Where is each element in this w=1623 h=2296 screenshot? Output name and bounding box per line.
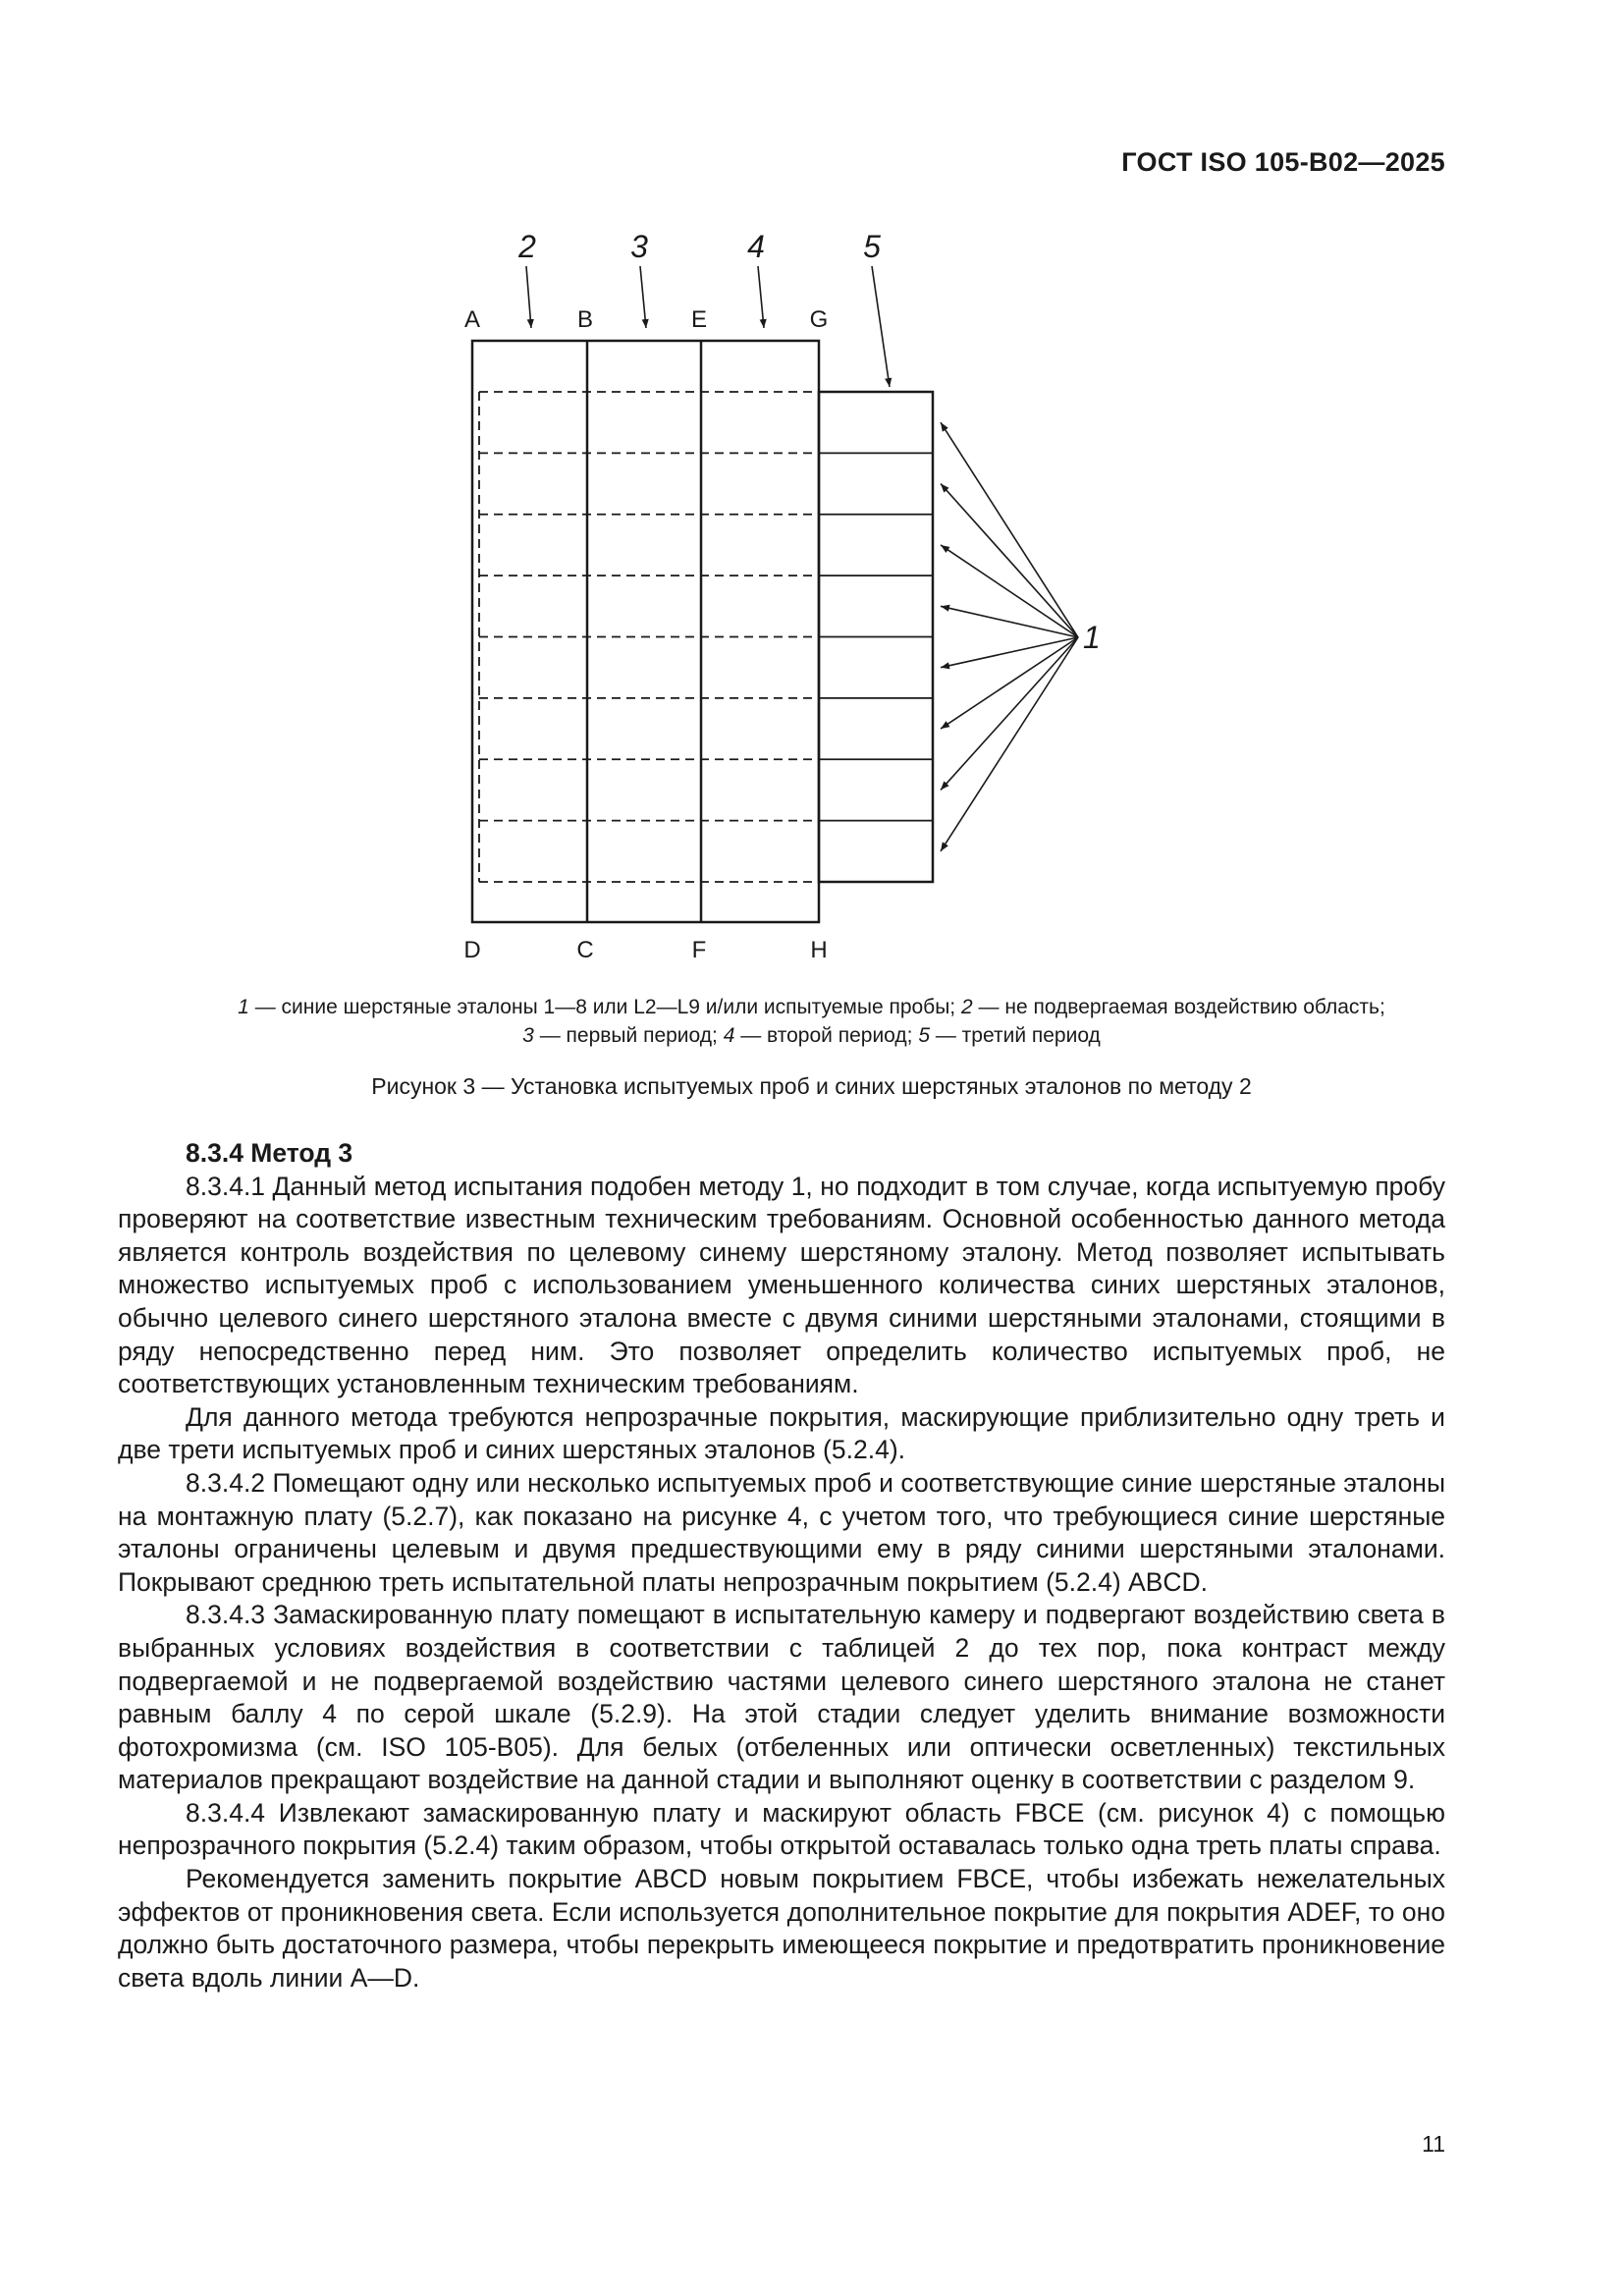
callout-5: 5 bbox=[863, 229, 881, 264]
legend-line-2: 3 — первый период; 4 — второй период; 5 — третий период bbox=[522, 1024, 1101, 1047]
leader-1-arrow bbox=[941, 637, 1078, 668]
leader-1-arrow bbox=[941, 422, 1078, 637]
leader-1-arrow bbox=[941, 606, 1078, 637]
figure-caption: Рисунок 3 — Установка испытуемых проб и синих шерстяных эталонов по методу 2 bbox=[371, 1073, 1252, 1099]
label-h: H bbox=[810, 937, 828, 963]
leaders-1 bbox=[941, 422, 1078, 851]
callout-1: 1 bbox=[1083, 620, 1101, 655]
section-body bbox=[118, 1137, 1445, 1995]
leader-4 bbox=[758, 266, 764, 328]
label-g: G bbox=[809, 306, 829, 333]
paragraph-recommendation: Рекомендуется заменить покрытие ABCD новым покрытием FBCE, чтобы избежать нежелательных эффектов от проникновения света. Если используется дополнительное покрытие для покрытия ADEF, то оно должно быть достаточного размера, чтобы перекрыть имеющееся покрытие и предотвратить проникновение света вдоль линии A—D. bbox=[118, 1864, 1445, 1993]
label-a: A bbox=[463, 306, 481, 333]
paragraph-8-3-4-4: 8.3.4.4 Извлекают замаскированную плату и маскируют область FBCE (см. рисунок 4) с помощью непрозрачного покрытия (5.2.4) таким образом, чтобы открытой оставалась только одна треть платы справа. bbox=[118, 1797, 1445, 1861]
figure-3-diagram bbox=[0, 0, 1623, 982]
callout-3: 3 bbox=[630, 229, 648, 264]
document-header: ГОСТ ISO 105-B02—2025 bbox=[1121, 147, 1445, 177]
section-heading: 8.3.4 Метод 3 bbox=[186, 1138, 353, 1168]
label-e: E bbox=[690, 306, 708, 333]
leader-1-arrow bbox=[941, 637, 1078, 790]
leader-3 bbox=[640, 266, 646, 328]
leader-1-arrow bbox=[941, 484, 1078, 637]
sample-strips bbox=[479, 392, 933, 882]
label-f: F bbox=[691, 937, 707, 963]
legend-line-1: 1 — синие шерстяные эталоны 1—8 или L2—L9 и/или испытуемые пробы; 2 — не подвергаемая воздействию область; bbox=[238, 996, 1385, 1018]
paragraph-opaque-covers: Для данного метода требуются непрозрачные покрытия, маскирующие приблизительно одну треть и две трети испытуемых проб и синих шерстяных эталонов (5.2.4). bbox=[118, 1401, 1445, 1465]
callout-4: 4 bbox=[747, 229, 765, 264]
leader-5 bbox=[872, 266, 890, 387]
label-c: C bbox=[576, 937, 594, 963]
paragraph-8-3-4-1: 8.3.4.1 Данный метод испытания подобен методу 1, но подходит в том случае, когда испытуемую пробу проверяют на соответствие известным техническим требованиям. Основной особенностью данного метода является контроль воздействия по целевому синему шерстяному эталону. Метод позволяет испытывать множество испытуемых проб с использованием уменьшенного количества синих шерстяных эталонов, обычно целевого синего шерстяного эталона вместе с двумя синими шерстяными эталонами, стоящими в ряду непосредственно перед ним. Это позволяет определить количество испытуемых проб, не соответствующих установленным техническим требованиям. bbox=[118, 1171, 1445, 1399]
leader-1-arrow bbox=[941, 637, 1078, 851]
paragraph-8-3-4-3: 8.3.4.3 Замаскированную плату помещают в испытательную камеру и подвергают воздействию света в выбранных условиях воздействия в соответствии с таблицей 2 до тех пор, пока контраст между подвергаемой и не подвергаемой воздействию частями целевого синего шерстяного эталона не станет равным баллу 4 по серой шкале (5.2.9). На этой стадии следует уделить внимание возможности фотохромизма (см. ISO 105-B05). Для белых (отбеленных или оптически осветленных) текстильных материалов прекращают воздействие на данной стадии и выполняют оценку в соответствии с разделом 9. bbox=[118, 1600, 1445, 1795]
figure-legend bbox=[118, 993, 1505, 1050]
callout-2: 2 bbox=[518, 229, 536, 264]
paragraph-8-3-4-2: 8.3.4.2 Помещают одну или несколько испытуемых проб и соответствующие синие шерстяные эталоны на монтажную плату (5.2.7), как показано на рисунке 4, с учетом того, что требующиеся синие шерстяные эталоны ограничены целевым и двумя предшествующими ему в ряду синими шерстяными эталонами. Покрывают среднюю треть испытательной платы непрозрачным покрытием (5.2.4) ABCD. bbox=[118, 1467, 1445, 1597]
leader-1-arrow bbox=[941, 637, 1078, 729]
page-number: 11 bbox=[1422, 2131, 1445, 2157]
leader-1-arrow bbox=[941, 545, 1078, 637]
label-d: D bbox=[463, 937, 481, 963]
label-b: B bbox=[576, 306, 594, 333]
leader-2 bbox=[526, 266, 531, 328]
board-outline bbox=[472, 341, 819, 922]
